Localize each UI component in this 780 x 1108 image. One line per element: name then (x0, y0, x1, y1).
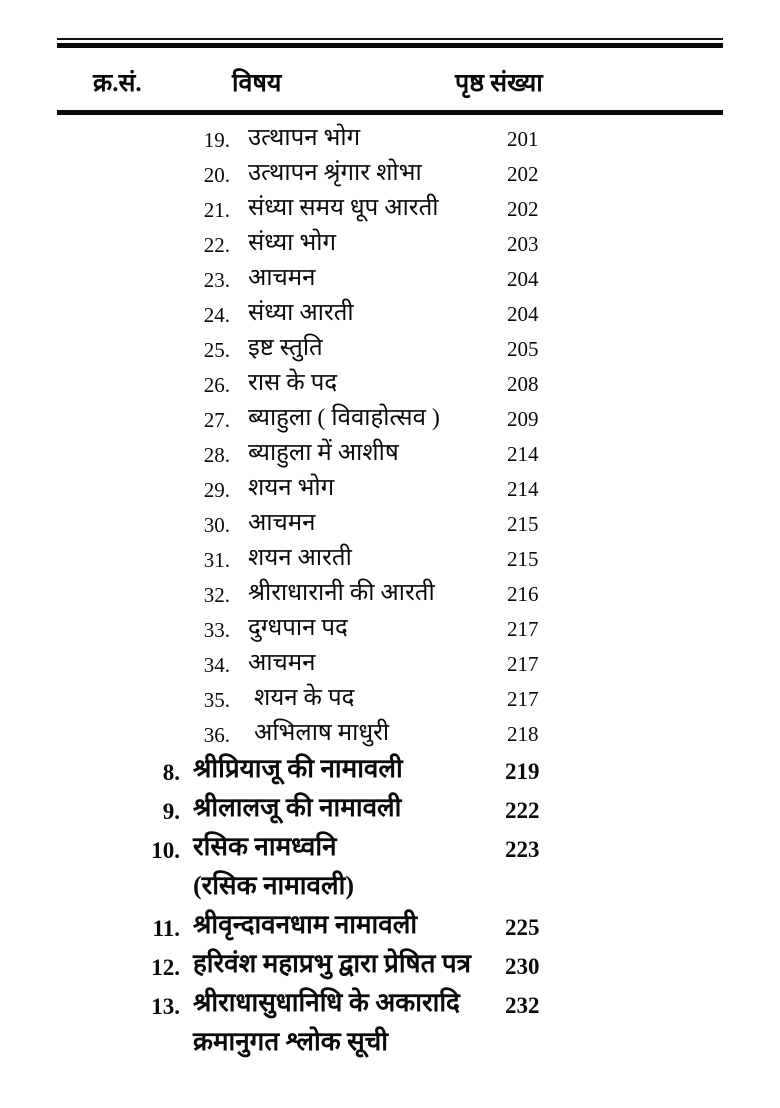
table-row (0, 161, 780, 196)
row-page-number: 204 (507, 302, 539, 326)
row-serial: 31. (203, 548, 230, 572)
row-page-number: 208 (507, 372, 539, 396)
row-subject: शयन के पद (254, 685, 355, 711)
table-row (0, 756, 780, 795)
table-row (0, 951, 780, 990)
row-serial: 22. (203, 233, 230, 257)
top-double-rule (57, 38, 723, 48)
row-page-number: 202 (507, 162, 539, 186)
toc-list (0, 126, 780, 1068)
row-serial: 32. (203, 583, 230, 607)
header-page: पृष्ठ संख्या (455, 70, 543, 97)
row-serial: 11. (152, 916, 180, 941)
table-row (0, 301, 780, 336)
row-subject: संध्या समय धूप आरती (248, 195, 439, 221)
table-row (0, 371, 780, 406)
row-page-number: 209 (507, 407, 539, 431)
row-subject: ब्याहुला में आशीष (248, 440, 399, 466)
row-subject: उत्थापन भोग (248, 125, 361, 151)
row-serial: 21. (203, 198, 230, 222)
row-page-number: 214 (507, 477, 539, 501)
table-row (0, 441, 780, 476)
row-serial: 8. (162, 760, 180, 785)
row-serial: 13. (151, 994, 180, 1019)
row-page-number: 203 (507, 232, 539, 256)
table-row (0, 266, 780, 301)
row-subject-continuation: (रसिक नामावली) (193, 871, 354, 900)
row-serial: 26. (203, 373, 230, 397)
row-subject: श्रीराधारानी की आरती (248, 580, 435, 606)
row-serial: 28. (203, 443, 230, 467)
table-row (0, 834, 780, 873)
row-subject: शयन भोग (248, 475, 335, 501)
row-serial: 33. (203, 618, 230, 642)
row-subject-continuation: क्रमानुगत श्लोक सूची (193, 1027, 389, 1056)
row-page-number: 230 (505, 954, 540, 979)
table-row (0, 581, 780, 616)
row-serial: 24. (203, 303, 230, 327)
row-serial: 34. (203, 653, 230, 677)
row-subject: संध्या आरती (248, 300, 354, 326)
row-page-number: 202 (507, 197, 539, 221)
row-subject: आचमन (248, 510, 316, 536)
table-row (0, 231, 780, 266)
row-page-number: 217 (507, 617, 539, 641)
row-serial: 36. (203, 723, 230, 747)
table-row (0, 721, 780, 756)
row-subject: श्रीराधासुधानिधि के अकारादि (193, 988, 460, 1017)
header-bottom-rule (57, 110, 723, 115)
table-row (0, 196, 780, 231)
row-page-number: 214 (507, 442, 539, 466)
row-page-number: 218 (507, 722, 539, 746)
row-serial: 12. (151, 955, 180, 980)
row-page-number: 217 (507, 687, 539, 711)
row-page-number: 216 (507, 582, 539, 606)
header-subject: विषय (232, 70, 282, 97)
table-row (0, 546, 780, 581)
row-serial: 10. (151, 838, 180, 863)
row-serial: 27. (203, 408, 230, 432)
table-row-continuation (0, 873, 780, 912)
row-page-number: 222 (505, 798, 540, 823)
row-serial: 19. (203, 128, 230, 152)
row-serial: 20. (203, 163, 230, 187)
row-page-number: 223 (505, 837, 540, 862)
row-subject: उत्थापन श्रृंगार शोभा (248, 160, 422, 186)
row-page-number: 205 (507, 337, 539, 361)
table-row (0, 651, 780, 686)
row-serial: 29. (203, 478, 230, 502)
table-header (0, 68, 780, 104)
row-subject: श्रीप्रियाजू की नामावली (193, 754, 403, 783)
row-serial: 25. (203, 338, 230, 362)
table-row-continuation (0, 1029, 780, 1068)
row-subject: आचमन (248, 650, 316, 676)
row-subject: ब्याहुला ( विवाहोत्सव ) (248, 405, 440, 431)
row-page-number: 219 (505, 759, 540, 784)
row-subject: श्रीलालजू की नामावली (193, 793, 402, 822)
row-page-number: 201 (507, 127, 539, 151)
table-row (0, 990, 780, 1029)
row-page-number: 217 (507, 652, 539, 676)
row-subject: अभिलाष माधुरी (254, 720, 390, 746)
table-row (0, 476, 780, 511)
row-page-number: 232 (505, 993, 540, 1018)
table-row (0, 126, 780, 161)
row-subject: इष्ट स्तुति (248, 335, 323, 361)
table-row (0, 686, 780, 721)
table-row (0, 336, 780, 371)
row-subject: हरिवंश महाप्रभु द्वारा प्रेषित पत्र (193, 949, 472, 978)
row-subject: रसिक नामध्वनि (193, 832, 337, 861)
top-thick-rule (57, 43, 723, 48)
row-serial: 30. (203, 513, 230, 537)
row-serial: 9. (162, 799, 180, 824)
row-subject: शयन आरती (248, 545, 352, 571)
row-subject: संध्या भोग (248, 230, 336, 256)
row-subject: श्रीवृन्दावनधाम नामावली (193, 910, 418, 939)
row-page-number: 215 (507, 547, 539, 571)
table-row (0, 511, 780, 546)
row-serial: 35. (203, 688, 230, 712)
table-row (0, 616, 780, 651)
table-row (0, 795, 780, 834)
table-row (0, 406, 780, 441)
row-subject: दुग्धपान पद (248, 615, 348, 641)
row-page-number: 215 (507, 512, 539, 536)
row-subject: रास के पद (248, 370, 338, 396)
row-subject: आचमन (248, 265, 316, 291)
header-serial: क्र.सं. (93, 70, 142, 97)
row-page-number: 225 (505, 915, 540, 940)
row-serial: 23. (203, 268, 230, 292)
row-page-number: 204 (507, 267, 539, 291)
table-row (0, 912, 780, 951)
